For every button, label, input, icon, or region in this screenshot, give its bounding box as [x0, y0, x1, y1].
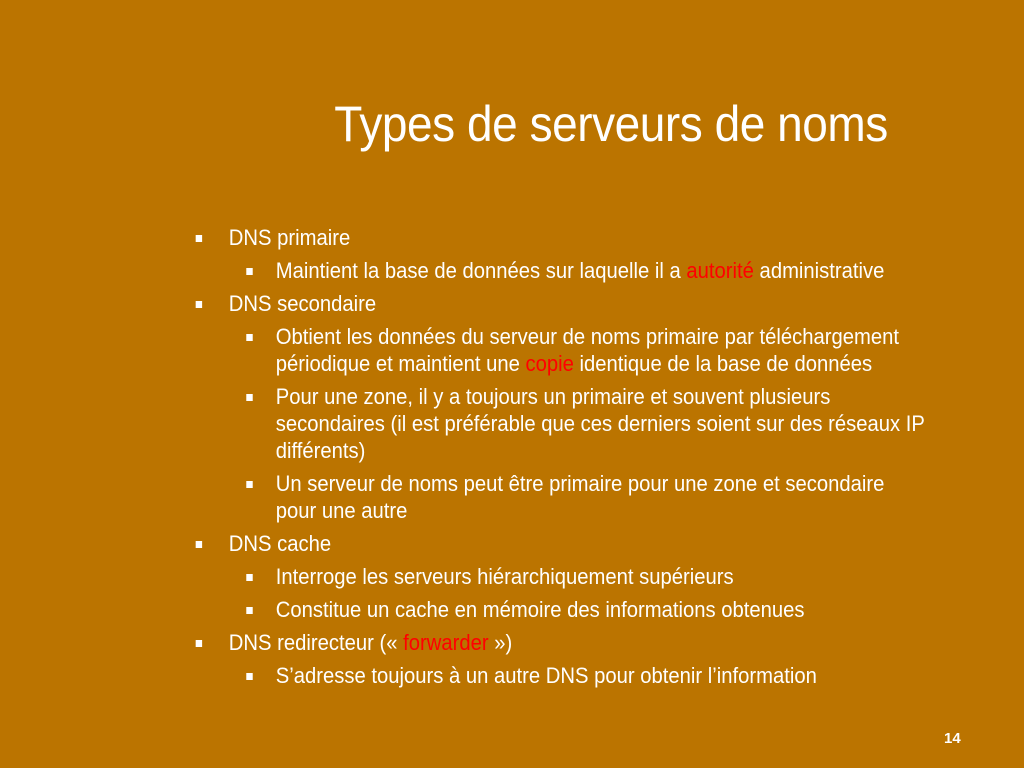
bullet-label	[229, 630, 512, 655]
square-bullet-icon	[246, 607, 252, 614]
bullet-label: DNS primaire	[228, 225, 351, 250]
text-segment: »)	[488, 630, 513, 655]
sub-bullet-text: Interroge les serveurs hiérarchiquement supérieurs	[275, 564, 734, 589]
highlight-text: forwarder	[403, 630, 489, 655]
square-bullet-icon	[196, 640, 202, 647]
sub-bullet-text	[276, 258, 885, 283]
slide-content	[192, 224, 928, 689]
bullet-dns-cache	[192, 530, 928, 557]
square-bullet-icon	[246, 673, 252, 680]
bullet-dns-redirecteur	[192, 629, 928, 656]
sub-bullet	[192, 323, 928, 377]
sub-bullet-text: Constitue un cache en mémoire des informations obtenues	[275, 597, 805, 622]
square-bullet-icon	[196, 541, 202, 548]
sub-bullet-text: Un serveur de noms peut être primaire pour une zone et secondaire pour une autre	[275, 471, 885, 523]
sub-bullet	[192, 257, 928, 284]
text-segment: Maintient la base de données sur laquelle il a	[275, 258, 687, 283]
sub-bullet	[192, 383, 928, 464]
bullet-label: DNS cache	[228, 531, 332, 556]
bullet-dns-secondaire	[192, 290, 928, 317]
sub-bullet	[192, 596, 928, 623]
text-segment: Obtient les données du serveur de noms primaire par téléchargement périodique et maintient une	[275, 324, 900, 376]
text-segment: administrative	[753, 258, 885, 283]
sub-bullet-text: Pour une zone, il y a toujours un primaire et souvent plusieurs secondaires (il est préférable que ces derniers soient sur des réseaux IP différents)	[275, 384, 925, 463]
square-bullet-icon	[246, 268, 252, 275]
square-bullet-icon	[246, 394, 252, 401]
highlight-text: copie	[525, 351, 574, 376]
highlight-text: autorité	[686, 258, 754, 283]
square-bullet-icon	[196, 235, 202, 242]
slide-title: Types de serveurs de noms	[334, 96, 888, 152]
square-bullet-icon	[196, 301, 202, 308]
text-segment: DNS redirecteur («	[228, 630, 404, 655]
square-bullet-icon	[246, 574, 252, 581]
square-bullet-icon	[246, 334, 252, 341]
square-bullet-icon	[246, 481, 252, 488]
text-segment: identique de la base de données	[573, 351, 873, 376]
sub-bullet	[192, 563, 928, 590]
page-number: 14	[944, 730, 961, 747]
sub-bullet	[192, 662, 928, 689]
bullet-dns-primaire	[192, 224, 928, 251]
bullet-label: DNS secondaire	[228, 291, 377, 316]
sub-bullet	[192, 470, 928, 524]
sub-bullet-text: S’adresse toujours à un autre DNS pour obtenir l’information	[275, 663, 817, 688]
sub-bullet-text	[276, 324, 899, 376]
